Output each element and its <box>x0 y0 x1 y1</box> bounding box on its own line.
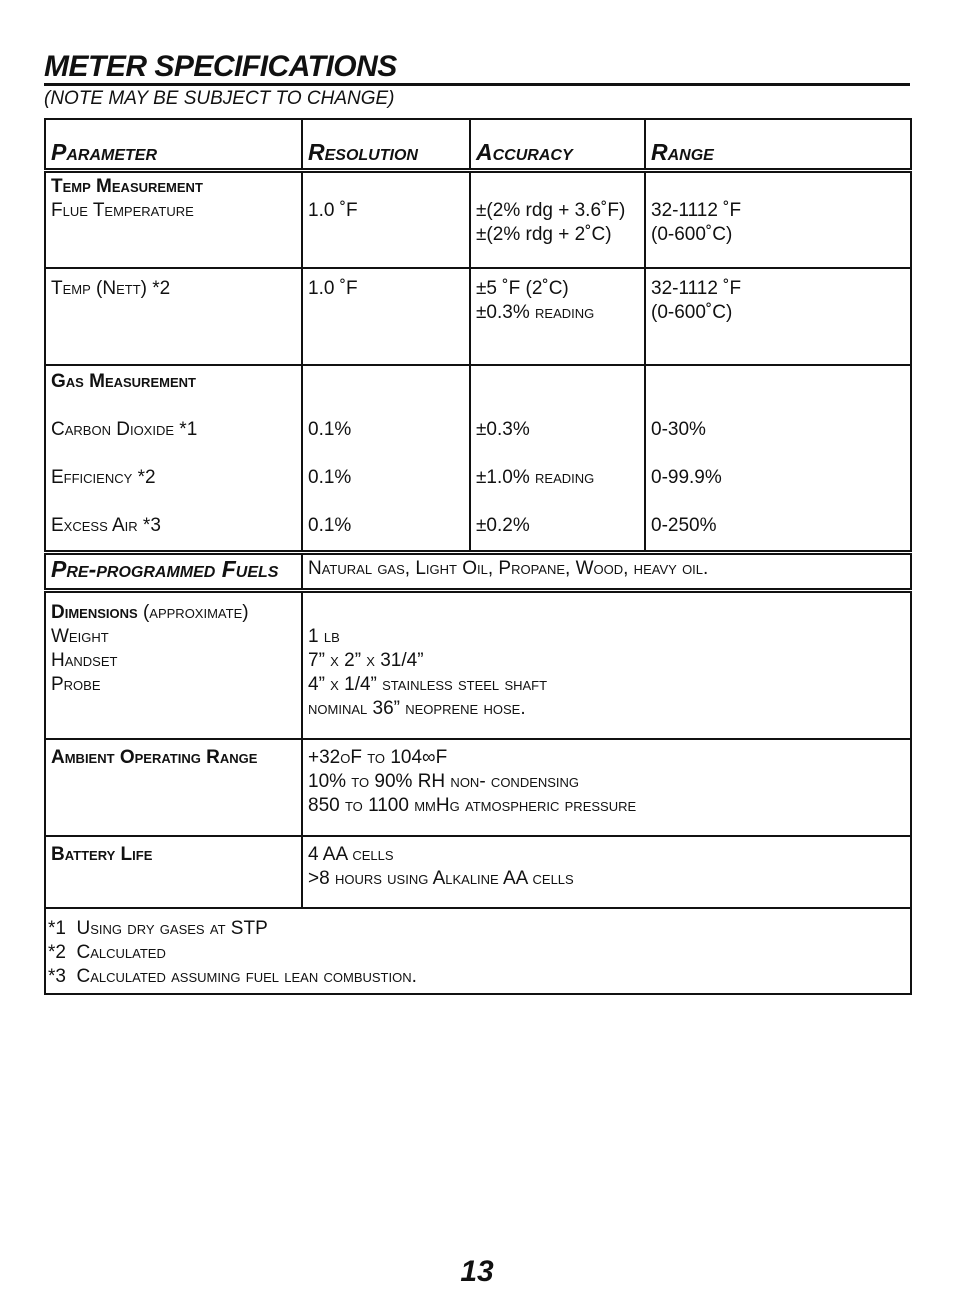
fuels-value-cell <box>302 553 911 591</box>
gas-parameter-cell <box>45 365 302 553</box>
temp-nett-range-f: 32-1112 ˚F <box>651 277 742 299</box>
battery-label: Battery Life <box>51 843 153 865</box>
battery-hours: >8 hours using Alkaline AA cells <box>308 867 574 889</box>
efficiency-range: 0-99.9% <box>651 466 722 488</box>
dimensions-value-cell <box>302 591 911 739</box>
temp-nett-range-c: (0-600˚C) <box>651 301 733 323</box>
table-row <box>45 365 911 553</box>
header-range: Range <box>645 119 911 171</box>
excess-air-resolution: 0.1% <box>308 514 352 536</box>
ambient-label: Ambient Operating Range <box>51 746 258 768</box>
footnote-2: *2 Calculated <box>48 941 166 963</box>
table-row <box>45 739 911 836</box>
efficiency-accuracy: ±1.0% reading <box>476 466 595 488</box>
fuels-label-cell <box>45 553 302 591</box>
battery-value-cell <box>302 836 911 908</box>
dimensions-label-cell <box>45 591 302 739</box>
flue-temperature-range-c: (0-600˚C) <box>651 224 733 245</box>
table-row <box>45 268 911 365</box>
flue-temperature-parameter <box>45 171 302 268</box>
excess-air-label: Excess Air *3 <box>51 514 161 536</box>
ambient-humidity: 10% to 90% RH non- condensing <box>308 770 580 792</box>
carbon-dioxide-label: Carbon Dioxide *1 <box>51 418 198 440</box>
footnote-1: *1 Using dry gases at STP <box>48 917 268 939</box>
gas-measurement-heading: Gas Measurement <box>51 370 196 392</box>
fuels-label: Pre-programmed Fuels <box>51 556 279 582</box>
temp-nett-resolution: 1.0 ˚F <box>308 277 358 299</box>
battery-cells: 4 AA cells <box>308 843 394 865</box>
header-resolution: Resolution <box>302 119 470 171</box>
temp-nett-accuracy-cell <box>470 268 645 365</box>
handset-label: Handset <box>51 650 118 671</box>
flue-temperature-accuracy-c: ±(2% rdg + 2˚C) <box>476 224 612 245</box>
ambient-value-cell <box>302 739 911 836</box>
handset-value: 7” x 2” x 31/4” <box>308 650 424 671</box>
page-title: METER SPECIFICATIONS <box>44 50 397 83</box>
excess-air-accuracy: ±0.2% <box>476 514 530 536</box>
fuels-value: Natural gas, Light Oil, Propane, Wood, heavy oil. <box>308 558 709 579</box>
flue-temperature-resolution: 1.0 ˚F <box>308 200 358 221</box>
table-row <box>45 171 911 268</box>
gas-resolution-cell <box>302 365 470 553</box>
temp-nett-accuracy-f: ±5 ˚F (2˚C) <box>476 277 569 299</box>
footnotes-cell <box>45 908 911 994</box>
flue-temperature-accuracy-f: ±(2% rdg + 3.6˚F) <box>476 200 626 221</box>
header-row <box>45 119 911 171</box>
ambient-label-cell <box>45 739 302 836</box>
temp-nett-parameter <box>45 268 302 365</box>
flue-temperature-resolution-cell <box>302 171 470 268</box>
ambient-pressure: 850 to 1100 mmHg atmospheric pressure <box>308 794 637 816</box>
gas-range-cell <box>645 365 911 553</box>
temp-nett-label: Temp (Nett) *2 <box>51 277 171 299</box>
dimensions-heading: Dimensions <box>51 602 138 623</box>
carbon-dioxide-range: 0-30% <box>651 418 706 440</box>
flue-temperature-range-cell <box>645 171 911 268</box>
table-row <box>45 908 911 994</box>
dimensions-note: (approximate) <box>142 602 249 623</box>
battery-label-cell <box>45 836 302 908</box>
temp-nett-resolution-cell <box>302 268 470 365</box>
title-rule <box>44 83 910 86</box>
table-row <box>45 836 911 908</box>
gas-accuracy-cell <box>470 365 645 553</box>
probe-label: Probe <box>51 674 101 695</box>
page-number: 13 <box>460 1255 494 1288</box>
excess-air-range: 0-250% <box>651 514 717 536</box>
carbon-dioxide-accuracy: ±0.3% <box>476 418 530 440</box>
temp-nett-range-cell <box>645 268 911 365</box>
header-accuracy: Accuracy <box>470 119 645 171</box>
table-row <box>45 553 911 591</box>
probe-value: 4” x 1/4” stainless steel shaft <box>308 674 548 695</box>
temp-measurement-heading: Temp Measurement <box>51 176 203 197</box>
ambient-temperature: +32oF to 104∞F <box>308 746 448 768</box>
specifications-table <box>44 118 912 995</box>
carbon-dioxide-resolution: 0.1% <box>308 418 352 440</box>
footnote-3: *3 Calculated assuming fuel lean combustion. <box>48 965 417 987</box>
weight-value: 1 lb <box>308 626 340 647</box>
subject-to-change-note: (NOTE MAY BE SUBJECT TO CHANGE) <box>44 88 395 109</box>
flue-temperature-label: Flue Temperature <box>51 200 194 221</box>
header-parameter: Parameter <box>45 119 302 171</box>
temp-nett-accuracy-pct: ±0.3% reading <box>476 301 595 323</box>
flue-temperature-range-f: 32-1112 ˚F <box>651 200 742 221</box>
efficiency-label: Efficiency *2 <box>51 466 156 488</box>
weight-label: Weight <box>51 626 109 647</box>
efficiency-resolution: 0.1% <box>308 466 352 488</box>
hose-value: nominal 36” neoprene hose. <box>308 698 526 719</box>
flue-temperature-accuracy-cell <box>470 171 645 268</box>
table-row <box>45 591 911 739</box>
